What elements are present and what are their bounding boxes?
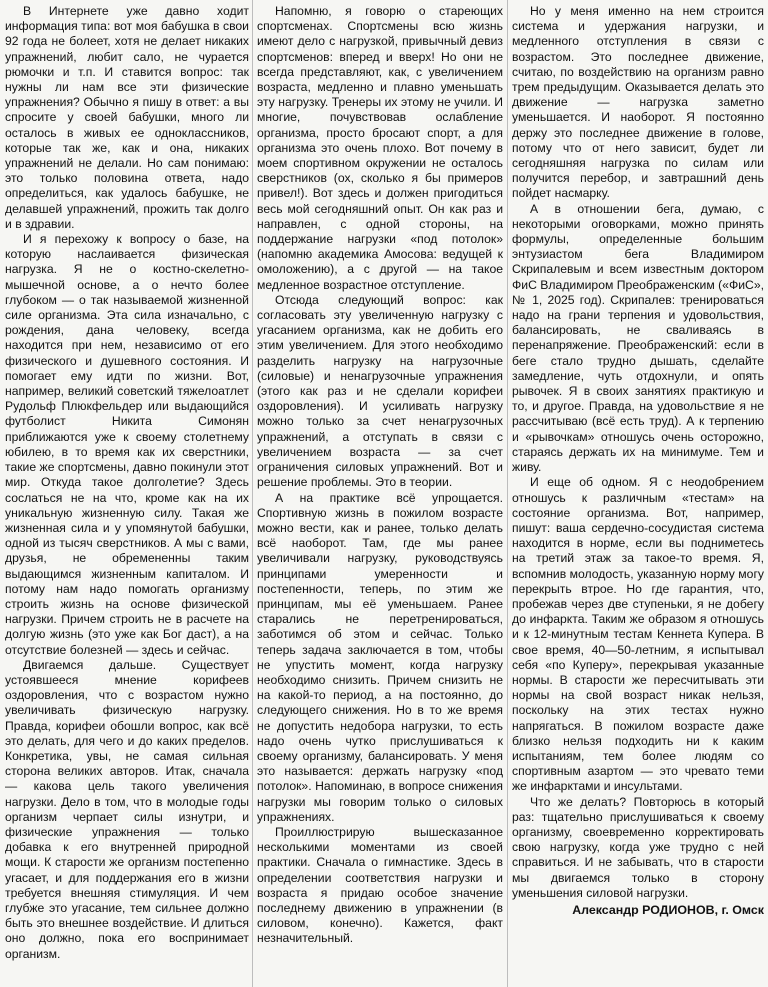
paragraph: Что же делать? Повторюсь в который раз: тщательно прислушиваться к своему организму, своевременно корректировать свою нагрузку, когда уже трудно с ней справиться. И не забывать, что в старости мы двигаемся только в сторону уменьшения силовой нагрузки. xyxy=(512,794,764,900)
paragraph: Проиллюстрирую вышесказанное несколькими моментами из своей практики. Сначала о гимнастике. Здесь в определении соответствия нагрузки и возраста я придаю особое значение последнему движению в упражнении (в силовом, конечно). Кажется, факт незначительный. xyxy=(257,824,503,946)
column-divider xyxy=(252,0,253,987)
author-signature: Александр РОДИОНОВ, г. Омск xyxy=(572,902,764,917)
paragraph: А в отношении бега, думаю, с некоторыми оговорками, можно принять формулы, определенные большим энтузиастом бега Владимиром Скрипалевым и всем известным доктором ФиС Владимиром Преображенским («ФиС», № 1, 2025 год). Скрипалев: тренироваться надо на грани терпения и удовольствия, балансировать, не сваливаясь в перенапряжение. Преображенский: если в беге стало трудно дышать, сделайте замедление, чуть отдохнули, и опять рывочек. Я в своих занятиях практикую и то, и другое. Правда, на удовольствие я не рассчитываю (всё есть труд). А к терпению и «рывочкам» отношусь очень осторожно, стараясь держать их на минимуме. Тем и живу. xyxy=(512,201,764,475)
paragraph: И еще об одном. Я с неодобрением отношусь к различным «тестам» на состояние организма. Вот, например, пишут: ваша сердечно-сосудистая система находится в норме, если вы подниметесь на третий этаж за такое-то время. Я, вспомнив молодость, указанную норму могу перекрыть втрое. Но где гарантия, что, пробежав через две ступеньки, я не добегу до инфаркта. Таким же образом я отношусь и к 12-минутным тестам Кеннета Купера. В свое время, 40—50-летним, я испытывал себя «по Куперу», перекрывая указанные нормы. В старости же пересчитывать эти нормы на свой возраст никак нельзя, поскольку на этих тестах нужно напрягаться. В пожилом возрасте даже близко нельзя подходить ни к каким испытаниям, тем более людям со спортивным азартом — это чревато теми же инфарктами и инсультами. xyxy=(512,475,764,794)
article-column-1 xyxy=(5,4,249,985)
paragraph: А на практике всё упрощается. Спортивную жизнь в пожилом возрасте можно вести, как и ранее, только делать всё наоборот. Там, где мы ранее увеличивали нагрузку, руководствуясь принципами умеренности и постепенности, теперь, по этим же принципам, мы её уменьшаем. Ранее старались не перетренироваться, заботимся об этом и сейчас. Только теперь задача заключается в том, чтобы не упустить момент, когда нагрузку необходимо снизить. Причем снизить не на какой-то период, а на постоянно, до следующего снижения. Но в то же время не допустить недобора нагрузки, то есть надо очень чутко прислушиваться к своему организму, балансировать. У меня это называется: держать нагрузку «под потолок». Напоминаю, в вопросе снижения нагрузки мы говорим только о силовых упражнениях. xyxy=(257,490,503,824)
paragraph: Двигаемся дальше. Существует устоявшееся мнение корифеев оздоровления, что с возрастом нужно увеличивать физическую нагрузку. Правда, корифеи обошли вопрос, как всё это делать, для чего и до каких пределов. Конкретика, увы, не самая сильная сторона великих авторов. Итак, сначала — какова цель такого увеличения нагрузки. Дело в том, что в молодые годы организм черпает силы изнутри, и физические упражнения — только добавка к его внутренней природной мощи. К старости же организм постепенно угасает, и для поддержания его в жизни требуется внешняя стимуляция. И чем глубже это угасание, тем сильнее должно быть это внешнее воздействие. И длиться оно должно, пока его воспринимает организм. xyxy=(5,657,249,961)
article-column-2 xyxy=(257,4,503,985)
paragraph: Напомню, я говорю о стареющих спортсменах. Спортсмены всю жизнь имеют дело с нагрузкой, привычный девиз спортсменов: вперед и вверх! Но они не всегда представляют, как, с увеличением возраста, медленно и плавно уменьшать эту нагрузку. Тренеры их этому не учили. И многие, почувствовав ослабление организма, просто бросают спорт, а для организма это очень плохо. Вот почему в моем спортивном окружении не осталось сверстников (ох, сколько я бы примеров привел!). Вот здесь и должен пригодиться весь мой сегодняшний опыт. Он как раз и направлен, с одной стороны, на поддержание нагрузки «под потолок» (напомню академика Амосова: ведущей к омоложению), а с другой — на такое медленное возрастное отступление. xyxy=(257,4,503,292)
paragraph: В Интернете уже давно ходит информация типа: вот моя бабушка в свои 92 года не болеет, хотя не делает никаких упражнений, любит сало, не чурается рюмочки и т.п. И ставится вопрос: так нужны ли нам все эти физические упражнения? Обычно я пишу в ответ: а вы спросите у своей бабушки, много ли осталось в живых ее одноклассников, которые так же, как и она, никаких упражнений не делали. Но сам понимаю: это только половина ответа, надо определиться, как удалось бабушке, не делавшей упражнений, прожить так долго и в здравии. xyxy=(5,4,249,231)
paragraph: И я перехожу к вопросу о базе, на которую наслаивается физическая нагрузка. Я не о костно-скелетно-мышечной основе, а о нечто более глубоком — о так называемой жизненной силе организма. Эта сила изначально, с рождения, дана человеку, всегда находится при нем, независимо от его физического и душевного состояния. И помогает ему идти по жизни. Вот, например, великий советский тяжелоатлет Рудольф Плюкфельдер или выдающийся футболист Никита Симонян приближаются уже к своему столетнему юбилею, в то время как их сверстники, такие же спортсмены, давно покинули этот мир. Откуда такое долголетие? Здесь сослаться не на что, кроме как на их уникальную жизненную силу. Такая же жизненная сила и у упомянутой бабушки, одной из тысяч сверстников. А мы с вами, друзья, не обремененны таким выдающимся жизненным капиталом. И потому нам надо помогать организму строить жизнь на основе физической нагрузки. Причем строить не в расчете на долгую жизнь (это уже как Бог даст), а на отсутствие болезней — здесь и сейчас. xyxy=(5,232,249,657)
paragraph: Отсюда следующий вопрос: как согласовать эту увеличенную нагрузку с угасанием организма, как не добить его этим увеличением. Для этого необходимо разделить нагрузку на нагрузочные (силовые) и ненагрузочные упражнения (этого как раз и не сделали корифеи оздоровления). И усиливать нагрузку можно только за счет ненагрузочных упражнений, а отступать в связи с увеличением возраста — за счет ограничения силовых упражнений. Вот и решение проблемы. Это в теории. xyxy=(257,292,503,490)
article-column-3 xyxy=(512,4,764,985)
column-divider xyxy=(507,0,508,987)
paragraph: Но у меня именно на нем строится система и удержания нагрузки, и медленного отступления в связи с возрастом. Это последнее движение, считаю, по воздействию на организм равно трем предыдущим. Оказывается делать это движение — нагрузка заметно уменьшается. И наоборот. Я постоянно держу это последнее движение в голове, потому что от него зависит, будет ли сегодняшняя нагрузка по силам или получится перебор, и завтрашний день пойдет насмарку. xyxy=(512,4,764,201)
